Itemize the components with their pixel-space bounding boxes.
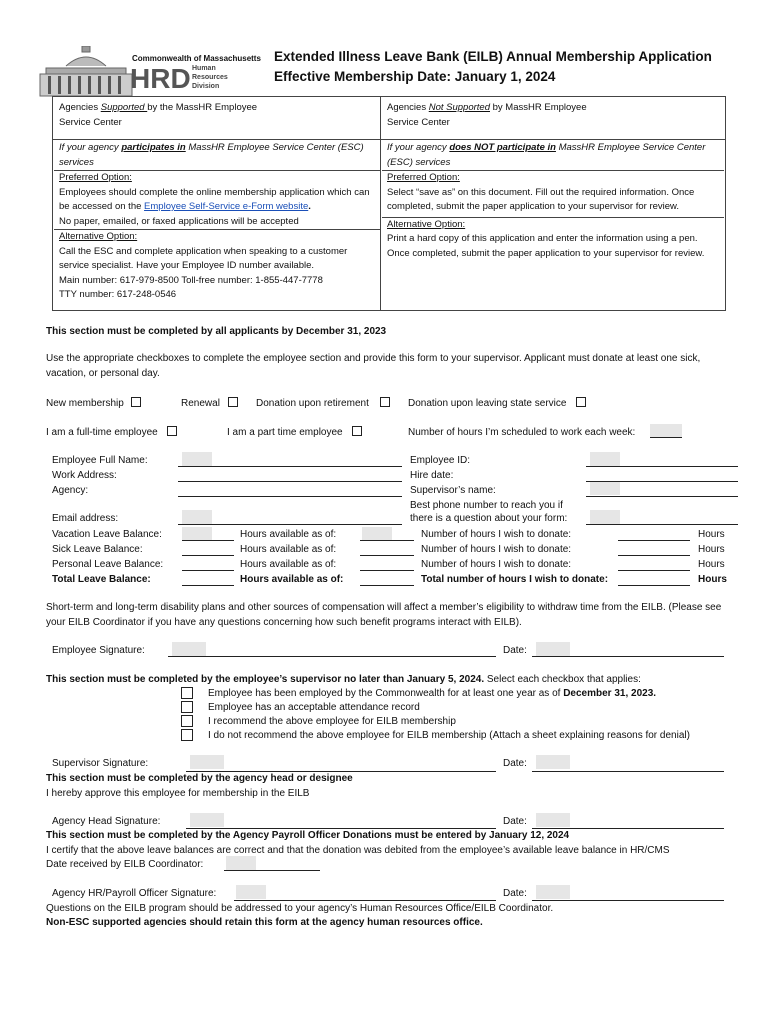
- hours-avail-3: Hours available as of:: [240, 559, 337, 570]
- opt2-label: Employee has an acceptable attendance record: [208, 702, 420, 713]
- part-time-checkbox[interactable]: [352, 426, 362, 436]
- footer-retain: Non-ESC supported agencies should retain this form at the agency human resources office.: [46, 917, 483, 928]
- org-name: Commonwealth of Massachusetts: [132, 54, 261, 63]
- section4-heading: This section must be completed by the Agency Payroll Officer Donations must be entered by January 12, 2024: [46, 830, 570, 841]
- sick-label: Sick Leave Balance:: [52, 544, 143, 555]
- hours-avail-1: Hours available as of:: [240, 529, 337, 540]
- new-membership-label: New membership: [46, 398, 124, 409]
- hours-unit-3: Hours: [698, 559, 725, 570]
- employee-id-label: Employee ID:: [410, 455, 471, 466]
- hours-donate-1: Number of hours I wish to donate:: [421, 529, 572, 540]
- supervisor-signature-label: Supervisor Signature:: [52, 758, 149, 769]
- hours-unit-1: Hours: [698, 529, 725, 540]
- employee-signature-field[interactable]: [172, 642, 206, 656]
- payroll-date-label: Date:: [503, 888, 527, 899]
- supervisor-name-field[interactable]: [590, 481, 620, 495]
- section2-heading: This section must be completed by the employee’s supervisor no later than January 5, 2024. Select each checkbox that applies:: [46, 674, 641, 685]
- supervisor-date-label: Date:: [503, 758, 527, 769]
- total-donate-label: Total number of hours I wish to donate:: [421, 574, 609, 585]
- date-received-field[interactable]: [226, 856, 256, 870]
- hire-date-label: Hire date:: [410, 470, 454, 481]
- date-received-label: Date received by EILB Coordinator:: [46, 859, 204, 870]
- section4-certify: I certify that the above leave balances are correct and that the donation was debited from the employee’s available leave balance in HR/CMS: [46, 845, 670, 856]
- opt3-checkbox[interactable]: [181, 715, 193, 727]
- ess-eform-link[interactable]: Employee Self-Service e-Form website: [144, 201, 309, 212]
- section1-heading: This section must be completed by all applicants by December 31, 2023: [46, 326, 387, 337]
- best-phone-label-2: there is a question about your form:: [410, 513, 568, 524]
- agency-head-signature-field[interactable]: [190, 813, 224, 827]
- supervisor-signature-field[interactable]: [190, 755, 224, 769]
- payroll-date-field[interactable]: [536, 885, 570, 899]
- hours-avail-total: Hours available as of:: [240, 574, 344, 585]
- agency-label: Agency:: [52, 485, 89, 496]
- personal-label: Personal Leave Balance:: [52, 559, 164, 570]
- opt1-label: Employee has been employed by the Commonwealth for at least one year as of December 31, 2023.: [208, 688, 657, 699]
- employee-id-field[interactable]: [590, 452, 620, 466]
- work-address-label: Work Address:: [52, 470, 117, 481]
- donation-leaving-checkbox[interactable]: [576, 397, 586, 407]
- hrd-line3: Division: [192, 83, 220, 90]
- employee-date-label: Date:: [503, 645, 527, 656]
- supervisor-name-label: Supervisor’s name:: [410, 485, 496, 496]
- best-phone-label-1: Best phone number to reach you if: [410, 500, 563, 511]
- best-phone-field[interactable]: [590, 510, 620, 524]
- donation-leaving-label: Donation upon leaving state service: [408, 398, 567, 409]
- left-header: Agencies Supported by the MassHR Employee Service Center: [59, 102, 258, 128]
- form-title: Extended Illness Leave Bank (EILB) Annual Membership Application: [274, 49, 712, 64]
- right-header: Agencies Not Supported by MassHR Employee Service Center: [387, 102, 587, 128]
- agency-head-signature-label: Agency Head Signature:: [52, 816, 161, 827]
- email-label: Email address:: [52, 513, 119, 524]
- hrd-logo: [36, 42, 261, 98]
- donation-retirement-checkbox[interactable]: [380, 397, 390, 407]
- supervisor-date-field[interactable]: [536, 755, 570, 769]
- hours-unit-2: Hours: [698, 544, 725, 555]
- agency-head-date-field[interactable]: [536, 813, 570, 827]
- agency-head-date-label: Date:: [503, 816, 527, 827]
- hours-avail-field[interactable]: [362, 527, 392, 540]
- employee-date-field[interactable]: [536, 642, 570, 656]
- esc-support-table: [52, 96, 726, 311]
- donation-retirement-label: Donation upon retirement: [256, 398, 369, 409]
- section3-approve: I hereby approve this employee for membership in the EILB: [46, 788, 310, 799]
- right-body: If your agency does NOT participate in MassHR Employee Service Center (ESC) services Preferred Option: Select “save as” on this document. Fill out the required information. Once completed, submit the paper application to your supervisor for review. Alternative Option: Print a hard copy of this application and enter the information using a pen. Once completed, submit the paper application to your supervisor for review.: [387, 141, 719, 261]
- hrd-line2: Resources: [192, 74, 228, 81]
- full-time-label: I am a full-time employee: [46, 427, 158, 438]
- employee-signature-label: Employee Signature:: [52, 645, 145, 656]
- payroll-signature-field[interactable]: [236, 885, 266, 899]
- hours-avail-2: Hours available as of:: [240, 544, 337, 555]
- total-label: Total Leave Balance:: [52, 574, 151, 585]
- employee-name-field[interactable]: [182, 452, 212, 466]
- disability-note: Short-term and long-term disability plans and other sources of compensation will affect a member’s eligibility to withdraw time from the EILB. (Please see your EILB Coordinator if you have any questions concerning how such benefit programs interact with EILB).: [46, 602, 722, 628]
- new-membership-checkbox[interactable]: [131, 397, 141, 407]
- vacation-label: Vacation Leave Balance:: [52, 529, 162, 540]
- hours-unit-total: Hours: [698, 574, 727, 585]
- footer-questions: Questions on the EILB program should be addressed to your agency’s Human Resources Office/EILB Coordinator.: [46, 903, 554, 914]
- hours-week-label: Number of hours I’m scheduled to work each week:: [408, 427, 636, 438]
- employee-name-label: Employee Full Name:: [52, 455, 148, 466]
- payroll-signature-label: Agency HR/Payroll Officer Signature:: [52, 888, 217, 899]
- section1-instructions: Use the appropriate checkboxes to complete the employee section and provide this form to your supervisor. Applicant must donate at least one sick, vacation, or personal day.: [46, 353, 701, 379]
- form-subtitle: Effective Membership Date: January 1, 2024: [274, 69, 556, 84]
- full-time-checkbox[interactable]: [167, 426, 177, 436]
- renewal-checkbox[interactable]: [228, 397, 238, 407]
- section3-heading: This section must be completed by the agency head or designee: [46, 773, 353, 784]
- left-body: If your agency participates in MassHR Employee Service Center (ESC) services Preferred Option: Employees should complete the online membership application which can be accessed on the Employee Self-Service e-Form website. No paper, emailed, or faxed applications will be accepted Alternative Option: Call the ESC and complete application when speaking to a customer service specialist. Have your Employee ID number available. Main number: 617-979-8500 Toll-free number: 1-855-447-7778 TTY number: 617-248-0546: [59, 141, 375, 303]
- email-field[interactable]: [182, 510, 212, 524]
- hrd-letters: HRD: [130, 63, 191, 94]
- renewal-label: Renewal: [181, 398, 220, 409]
- opt3-label: I recommend the above employee for EILB membership: [208, 716, 456, 727]
- vacation-field[interactable]: [182, 527, 212, 540]
- part-time-label: I am a part time employee: [227, 427, 343, 438]
- opt4-checkbox[interactable]: [181, 729, 193, 741]
- hours-week-field[interactable]: [650, 424, 682, 438]
- hrd-line1: Human: [192, 65, 216, 72]
- hours-donate-3: Number of hours I wish to donate:: [421, 559, 572, 570]
- opt4-label: I do not recommend the above employee for EILB membership (Attach a sheet explaining reasons for denial): [208, 730, 690, 741]
- opt2-checkbox[interactable]: [181, 701, 193, 713]
- opt1-checkbox[interactable]: [181, 687, 193, 699]
- statehouse-icon: [36, 46, 136, 98]
- hours-donate-2: Number of hours I wish to donate:: [421, 544, 572, 555]
